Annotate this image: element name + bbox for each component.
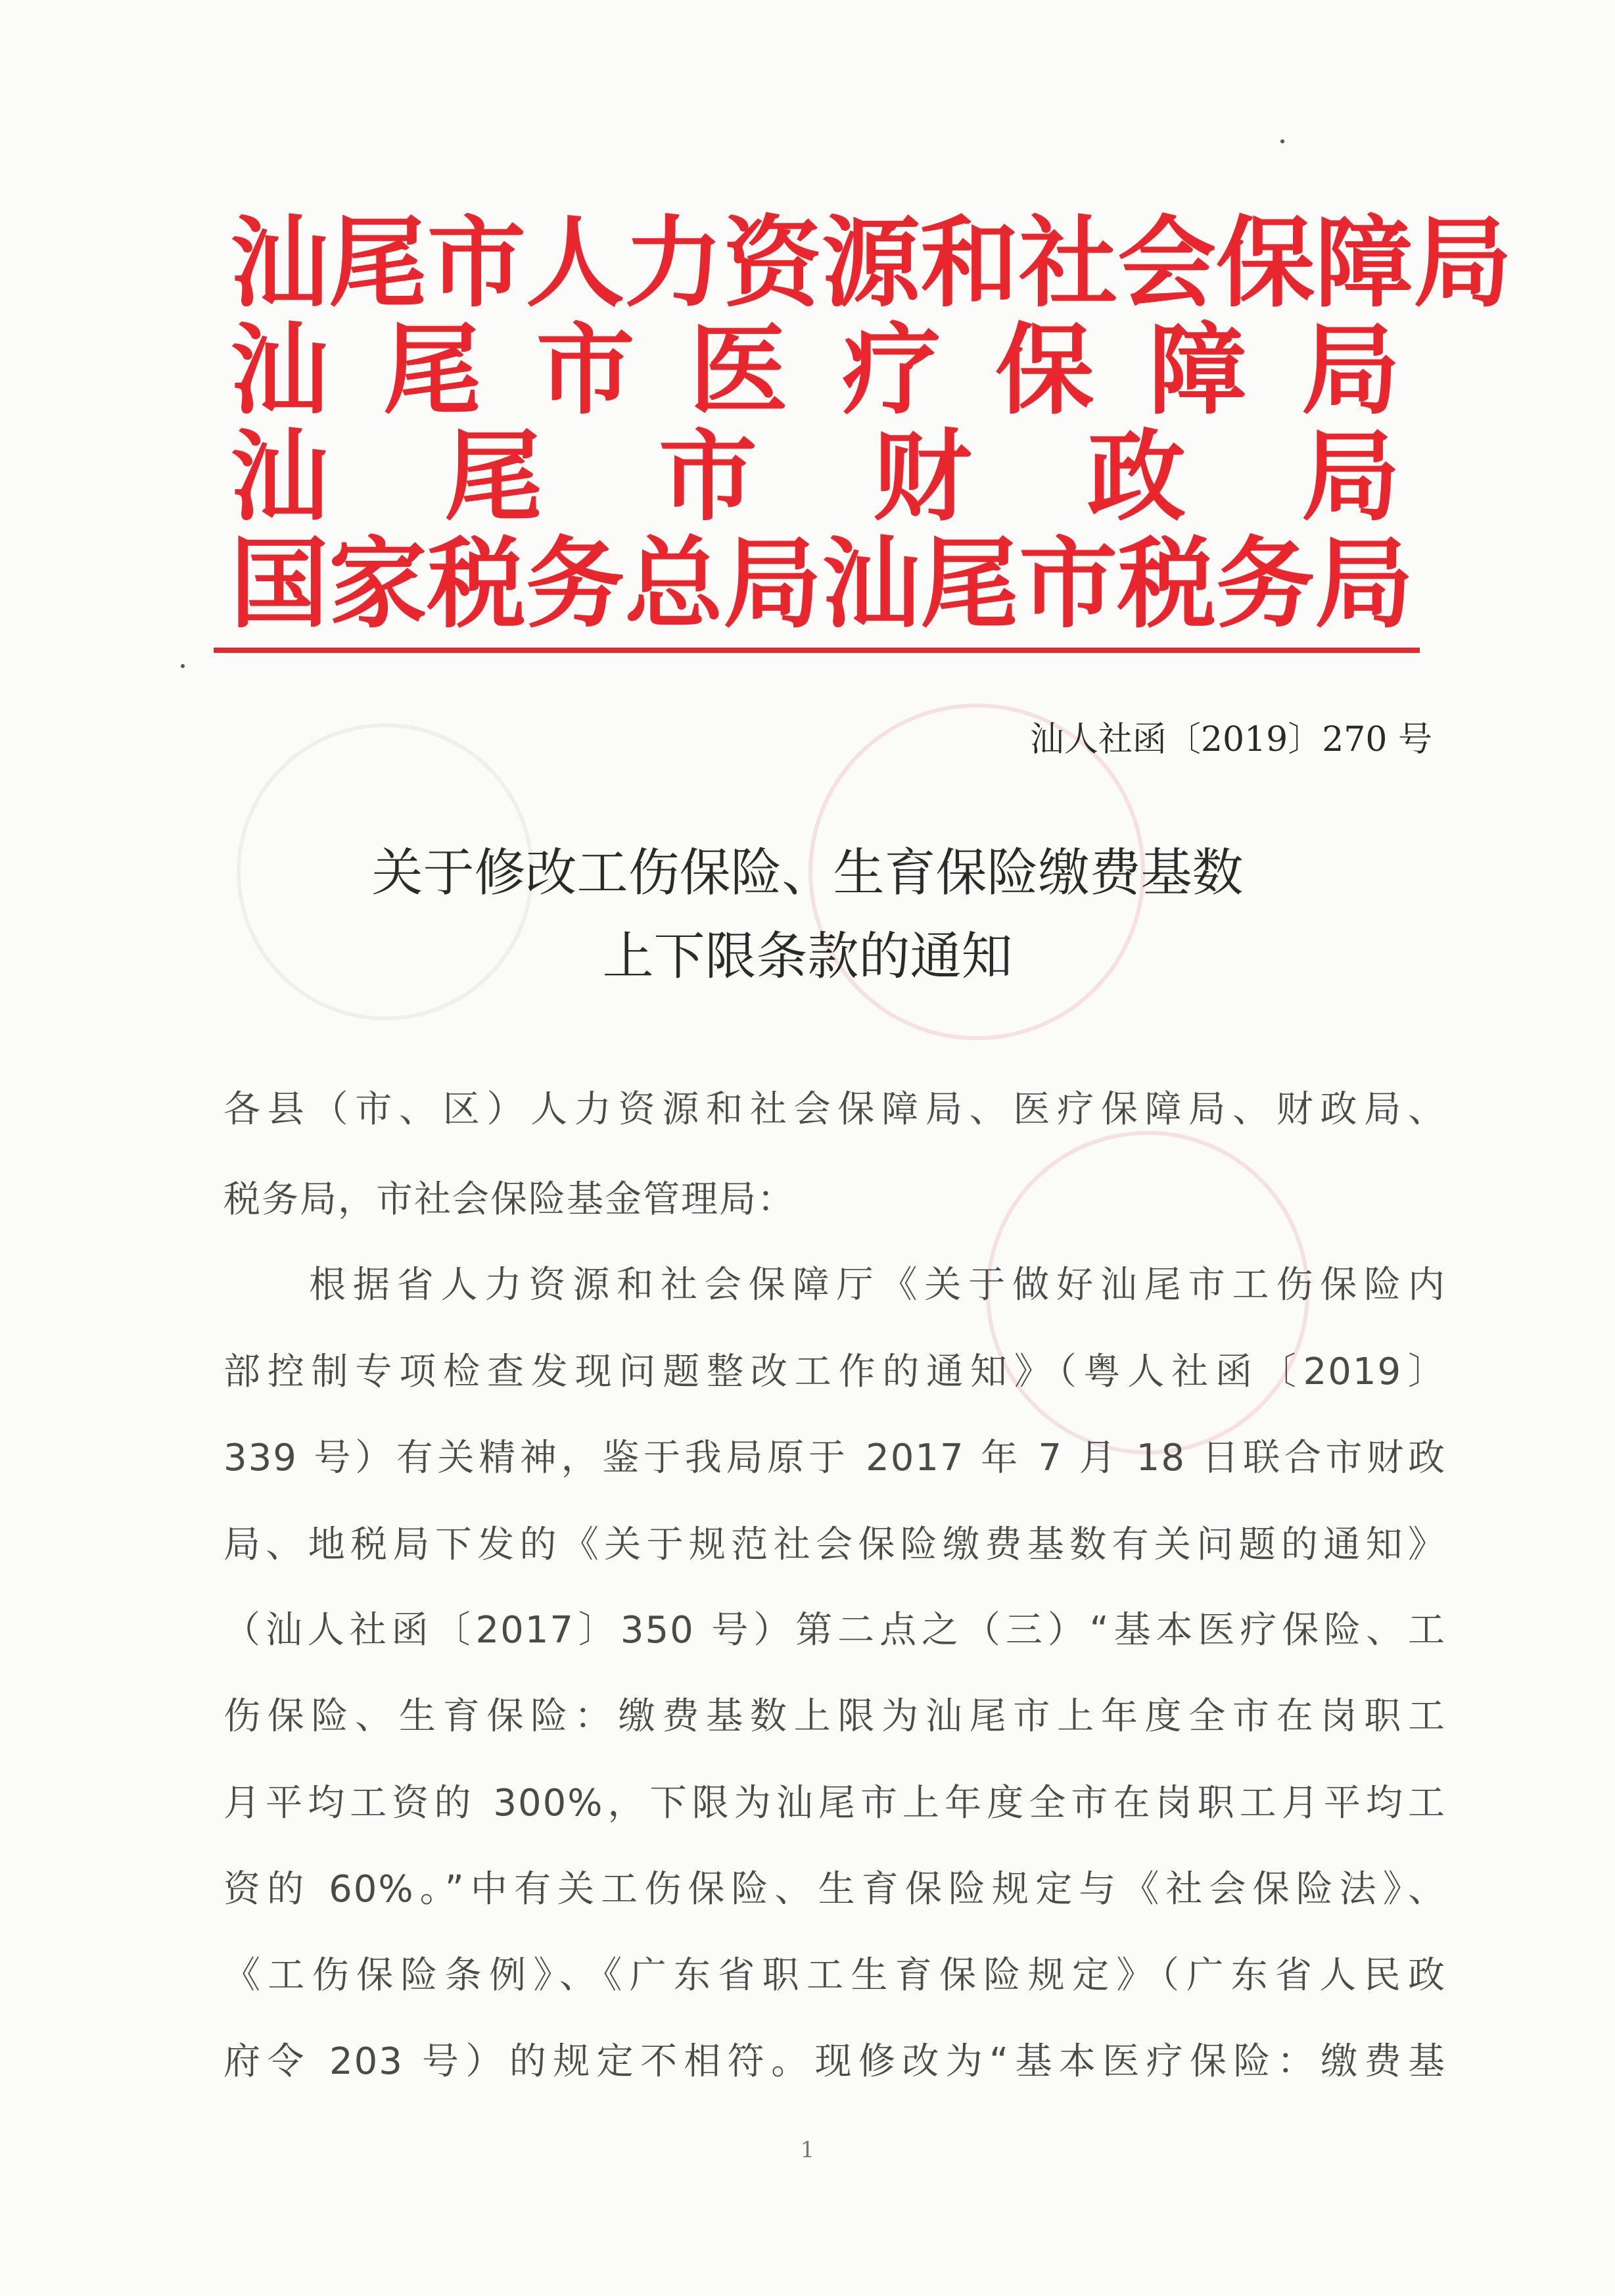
body-line: 月平均工资的 300%，下限为汕尾市上年度全市在岗职工月平均工: [223, 1782, 1446, 1825]
issuer-char: 局: [1315, 526, 1414, 642]
issuer-char: 人: [526, 205, 625, 321]
issuer-char: 资: [723, 205, 822, 321]
issuer-char: 家: [329, 526, 428, 642]
issuer-char: 汕: [230, 419, 329, 535]
body-line: 《工伤保险条例》、《广东省职工生育保险规定》（广东省人民政: [223, 1954, 1446, 1997]
issuer-char: 税: [1117, 526, 1217, 642]
body-line: 府令 203 号）的规定不相符。现修改为“基本医疗保险：缴费基: [223, 2040, 1446, 2083]
body-line: 伤保险、生育保险：缴费基数上限为汕尾市上年度全市在岗职工: [223, 1695, 1446, 1738]
issuer-char: 保: [995, 312, 1094, 428]
issuer-char: 社: [1019, 205, 1118, 321]
issuer-char: 务: [1216, 526, 1315, 642]
issuer-char: 局: [1301, 419, 1400, 535]
issuer-char: 和: [920, 205, 1019, 321]
issuer-char: 汕: [822, 526, 921, 642]
issuer-char: 国: [230, 526, 329, 642]
scan-speck: [1280, 139, 1284, 143]
body-line: 局、地税局下发的《关于规范社会保险缴费基数有关问题的通知》: [223, 1523, 1446, 1566]
issuer-char: 局: [723, 526, 822, 642]
body-line: 各县（市、区）人力资源和社会保障局、医疗保障局、财政局、: [223, 1088, 1446, 1131]
issuer-char: 会: [1117, 205, 1217, 321]
issuer-char: 总: [624, 526, 724, 642]
issuer-char: 务: [526, 526, 625, 642]
body-line: 339 号）有关精神，鉴于我局原于 2017 年 7 月 18 日联合市财政: [223, 1437, 1446, 1479]
document-number: 汕人社函〔2019〕270 号: [1029, 720, 1432, 759]
issuer-char: 保: [1216, 205, 1315, 321]
issuer-char: 市: [536, 312, 635, 428]
issuer-char: 源: [822, 205, 921, 321]
body-line: （汕人社函〔2017〕350 号）第二点之（三）“基本医疗保险、工: [223, 1609, 1446, 1652]
issuer-char: 财: [872, 419, 971, 535]
body-line: 部控制专项检查发现问题整改工作的通知》（粤人社函〔2019〕: [223, 1351, 1446, 1393]
issuer-char: 局: [1301, 312, 1400, 428]
red-header-rule: [214, 648, 1420, 653]
issuer-char: 市: [1019, 526, 1118, 642]
body-line: 根据省人力资源和社会保障厅《关于做好汕尾市工伤保险内: [309, 1264, 1446, 1306]
page-number: 1: [800, 2137, 815, 2163]
issuer-line-2: [230, 314, 1400, 426]
issuer-line-1: [230, 205, 1512, 321]
issuer-char: 医: [689, 312, 788, 428]
issuer-char: 汕: [230, 205, 329, 321]
issuer-char: 市: [658, 419, 757, 535]
document-title-line-1: 关于修改工伤保险、生育保险缴费基数: [371, 844, 1244, 903]
body-line: 资的 60%。”中有关工伤保险、生育保险规定与《社会保险法》、: [223, 1868, 1446, 1911]
issuer-char: 力: [624, 205, 724, 321]
issuer-char: 障: [1148, 312, 1248, 428]
issuer-char: 市: [427, 205, 527, 321]
issuer-char: 尾: [329, 205, 428, 321]
document-title-line-2: 上下限条款的通知: [602, 927, 1013, 986]
issuer-char: 障: [1315, 205, 1414, 321]
issuer-char: 汕: [230, 312, 329, 428]
issuer-char: 尾: [444, 419, 543, 535]
issuer-char: 税: [427, 526, 527, 642]
body-line: 税务局，市社会保险基金管理局：: [223, 1178, 795, 1221]
issuer-char: 局: [1413, 205, 1512, 321]
issuer-line-4: [230, 526, 1414, 642]
issuer-char: 尾: [383, 312, 482, 428]
issuer-line-3: [230, 421, 1400, 533]
issuer-char: 政: [1087, 419, 1186, 535]
scan-speck: [181, 664, 185, 668]
issuer-char: 疗: [842, 312, 941, 428]
issuer-char: 尾: [920, 526, 1019, 642]
